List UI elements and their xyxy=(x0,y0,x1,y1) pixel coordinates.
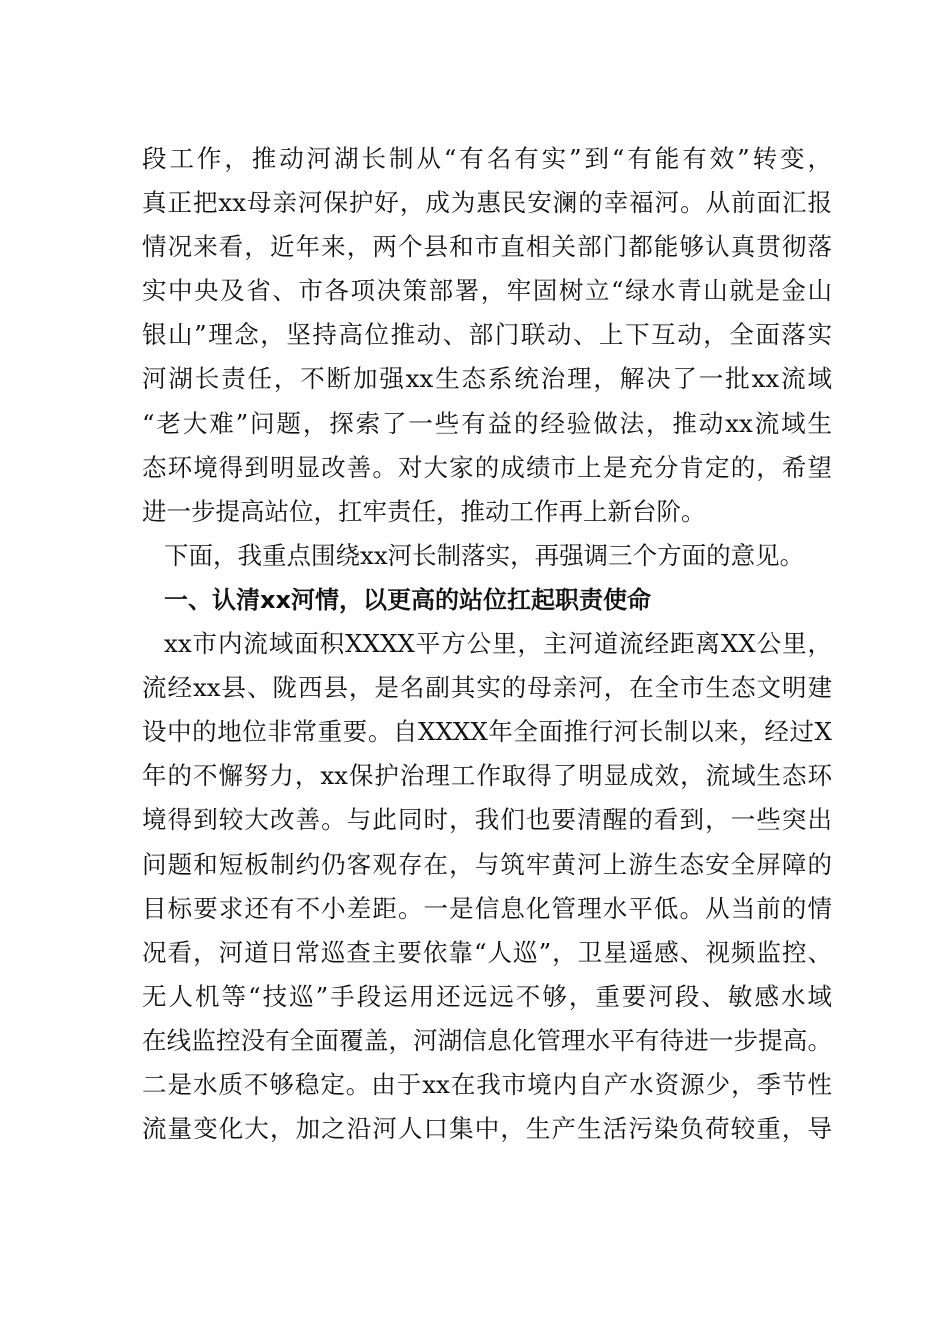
text-line: 问题和短板制约仍客观存在，与筑牢黄河上游生态安全屏障的 xyxy=(142,849,832,879)
text-line: 段工作，推动河湖长制从“有名有实”到“有能有效”转变， xyxy=(142,144,832,173)
text-line: 设中的地位非常重要。自XXXX年全面推行河长制以来，经过X xyxy=(142,717,832,747)
text-line: 银山”理念，坚持高位推动、部门联动、上下互动，全面落实 xyxy=(142,320,832,350)
text-line: 真正把xx母亲河保护好，成为惠民安澜的幸福河。从前面汇报 xyxy=(142,188,832,218)
section-heading: 一、认清xx河情，以更高的站位扛起职责使命 xyxy=(164,585,651,614)
text-line: 河湖长责任，不断加强xx生态系统治理，解决了一批xx流域 xyxy=(142,364,832,394)
text-line: 流量变化大，加之沿河人口集中，生产生活污染负荷较重，导 xyxy=(142,1114,832,1144)
text-line: 下面，我重点围绕xx河长制落实，再强调三个方面的意见。 xyxy=(164,540,805,570)
text-line: 目标要求还有不小差距。一是信息化管理水平低。从当前的情 xyxy=(142,893,832,923)
text-line: 情况来看，近年来，两个县和市直相关部门都能够认真贯彻落 xyxy=(142,232,832,262)
text-line: 在线监控没有全面覆盖，河湖信息化管理水平有待进一步提高。 xyxy=(142,1025,832,1055)
text-line: 年的不懈努力，xx保护治理工作取得了明显成效，流域生态环 xyxy=(142,761,832,791)
text-line: 境得到较大改善。与此同时，我们也要清醒的看到，一些突出 xyxy=(142,805,832,835)
text-line: xx市内流域面积XXXX平方公里，主河道流经距离XX公里， xyxy=(164,629,832,659)
text-line: 进一步提高站位，扛牢责任，推动工作再上新台阶。 xyxy=(142,496,706,526)
document-body xyxy=(142,137,832,1151)
text-line: “老大难”问题，探索了一些有益的经验做法，推动xx流域生 xyxy=(142,408,832,438)
text-line: 实中央及省、市各项决策部署，牢固树立“绿水青山就是金山 xyxy=(142,276,832,306)
text-line: 二是水质不够稳定。由于xx在我市境内自产水资源少，季节性 xyxy=(142,1069,832,1099)
text-line: 流经xx县、陇西县，是名副其实的母亲河，在全市生态文明建 xyxy=(142,673,832,703)
text-line: 况看，河道日常巡查主要依靠“人巡”，卫星遥感、视频监控、 xyxy=(142,937,832,967)
text-line: 无人机等“技巡”手段运用还远远不够，重要河段、敏感水域 xyxy=(142,981,832,1011)
text-line: 态环境得到明显改善。对大家的成绩市上是充分肯定的，希望 xyxy=(142,452,832,482)
